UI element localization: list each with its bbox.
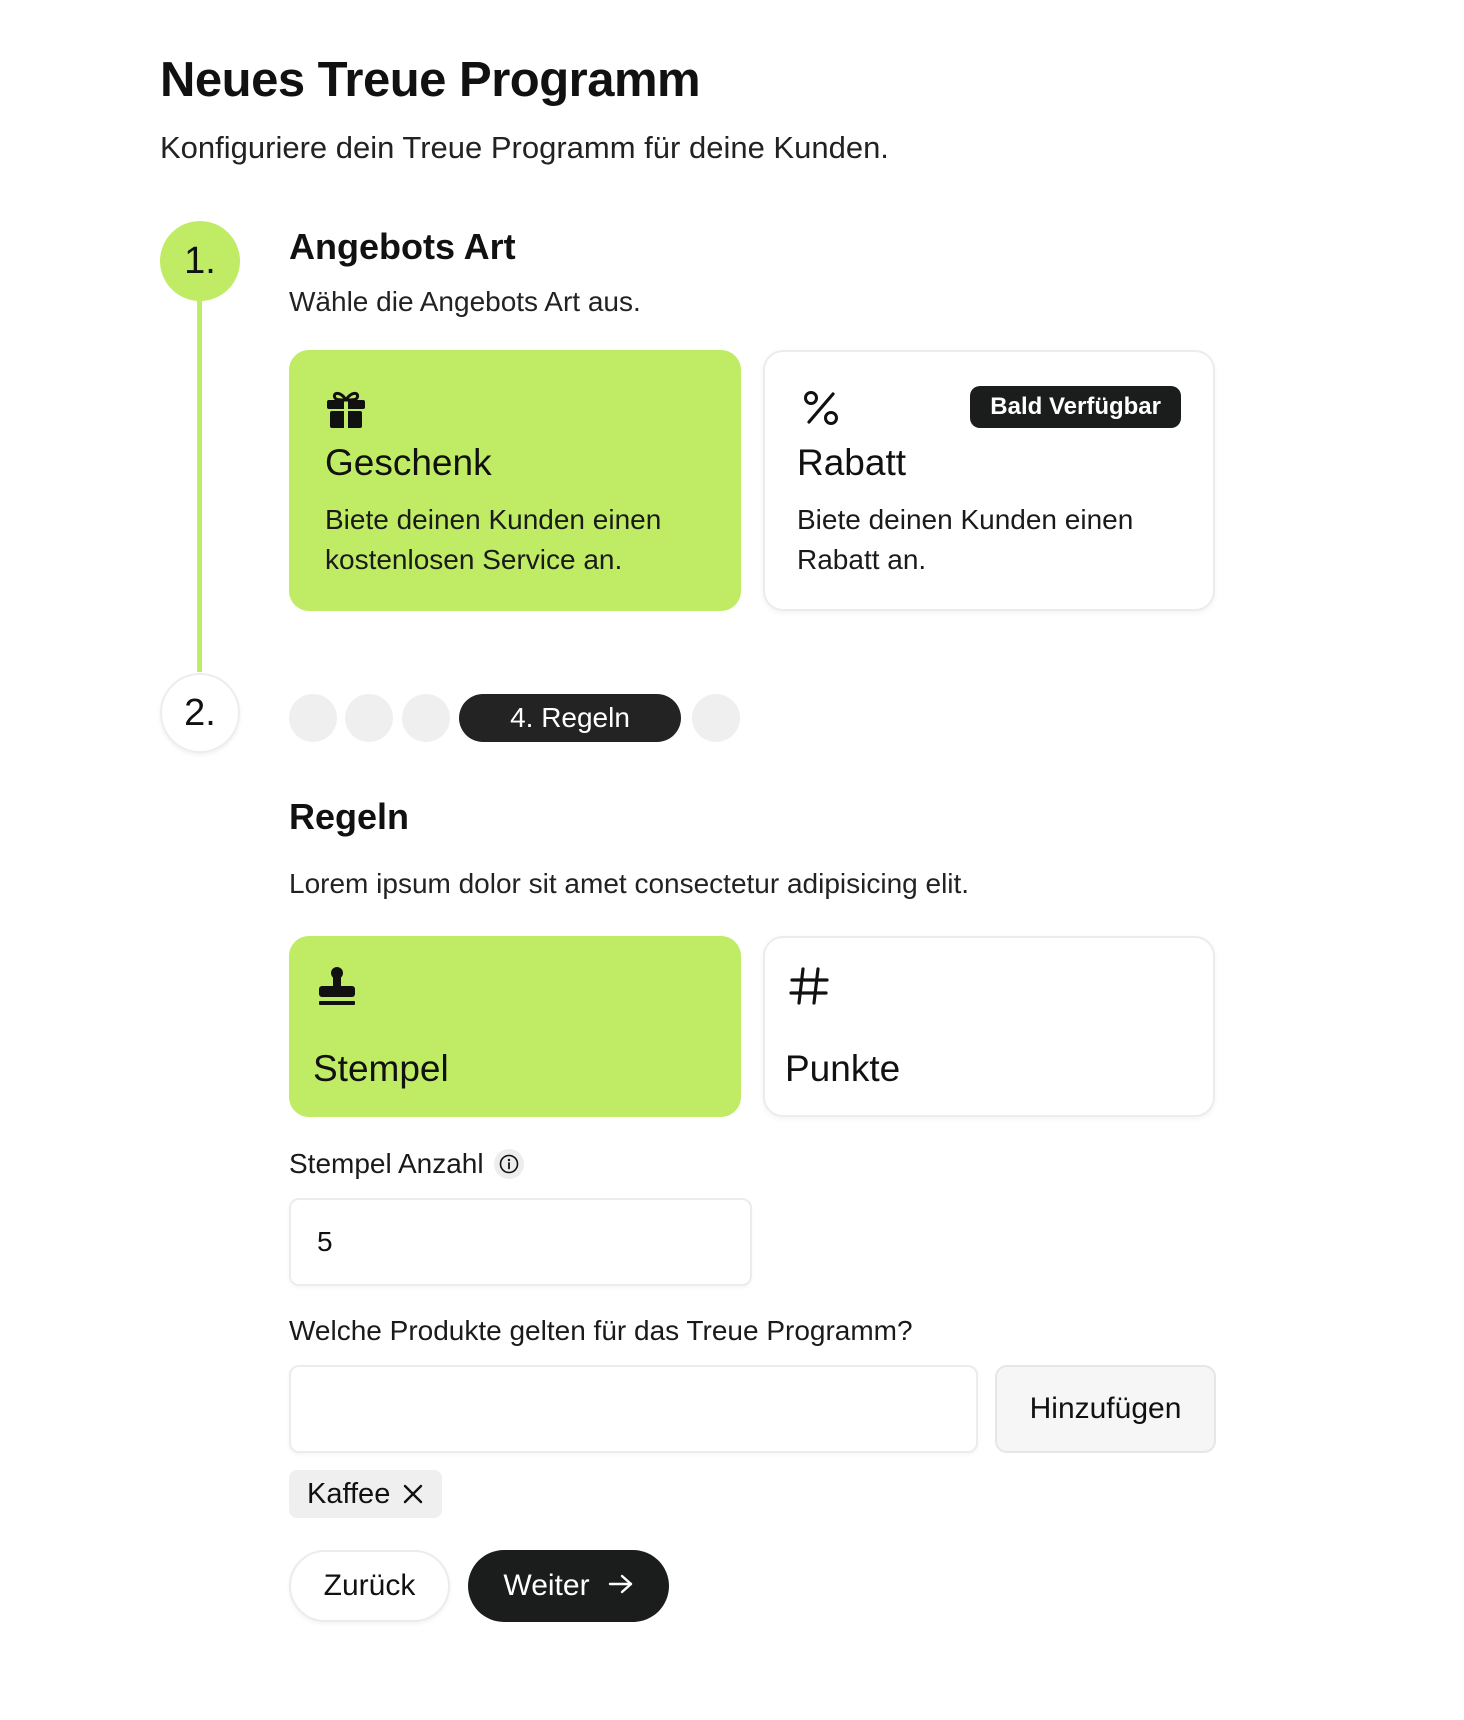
page-title: Neues Treue Programm <box>160 53 701 107</box>
step-indicator-2: 2. <box>160 673 240 753</box>
back-button[interactable]: Zurück <box>289 1550 450 1622</box>
products-label <box>289 1315 913 1347</box>
gift-icon <box>325 390 367 435</box>
add-product-button[interactable]: Hinzufügen <box>995 1365 1216 1453</box>
stamp-count-label <box>289 1148 524 1180</box>
stamp-count-label-text: Stempel Anzahl <box>289 1148 484 1179</box>
step-indicator-1: 1. <box>160 221 240 301</box>
card-description: Biete deinen Kunden einen kostenlosen Service an. <box>325 504 662 575</box>
product-input[interactable] <box>289 1365 978 1453</box>
offer-option-rabatt[interactable] <box>763 350 1215 611</box>
card-title: Geschenk <box>325 442 492 483</box>
step-connector-line <box>197 300 202 672</box>
wizard-step-dot-5[interactable] <box>692 694 740 742</box>
rule-option-punkte[interactable] <box>763 936 1215 1117</box>
rules-description: Lorem ipsum dolor sit amet consectetur adipisicing elit. <box>289 868 970 899</box>
card-description: Biete deinen Kunden einen Rabatt an. <box>797 504 1134 575</box>
page-subtitle: Konfiguriere dein Treue Programm für deine Kunden. <box>160 130 889 165</box>
hash-icon <box>789 966 829 1011</box>
offer-type-title: Angebots Art <box>289 226 516 267</box>
offer-option-geschenk[interactable] <box>289 350 741 611</box>
percent-icon <box>803 390 839 431</box>
offer-type-description: Wähle die Angebots Art aus. <box>289 286 641 317</box>
stamp-count-value: 5 <box>317 1226 333 1257</box>
wizard-step-dot-3[interactable] <box>402 694 450 742</box>
rule-option-stempel[interactable] <box>289 936 741 1117</box>
products-label-text: Welche Produkte gelten für das Treue Programm? <box>289 1315 913 1346</box>
product-tag <box>289 1470 442 1518</box>
stamp-icon <box>317 966 357 1013</box>
arrow-right-icon <box>608 1569 634 1603</box>
stamp-count-input[interactable] <box>289 1198 752 1286</box>
wizard-step-dot-1[interactable] <box>289 694 337 742</box>
product-tag-label: Kaffee <box>307 1477 391 1510</box>
info-icon[interactable] <box>494 1149 524 1179</box>
next-button[interactable] <box>468 1550 669 1622</box>
status-badge: Bald Verfügbar <box>970 386 1181 428</box>
card-title: Rabatt <box>797 442 907 483</box>
wizard-step-dot-2[interactable] <box>345 694 393 742</box>
card-title: Stempel <box>313 1048 449 1089</box>
card-title: Punkte <box>785 1048 901 1089</box>
close-icon[interactable] <box>402 1483 424 1505</box>
next-button-label: Weiter <box>503 1569 590 1602</box>
rules-title: Regeln <box>289 796 410 837</box>
wizard-step-current[interactable]: 4. Regeln <box>459 694 681 742</box>
